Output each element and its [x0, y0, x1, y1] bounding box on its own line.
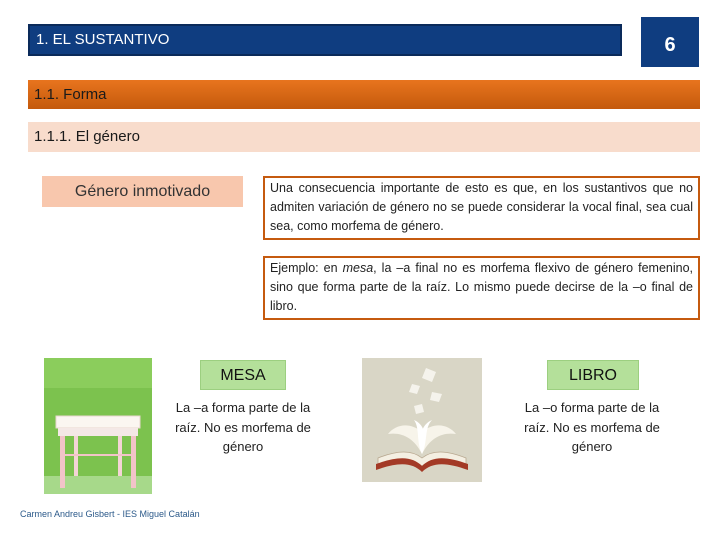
- author-footer: Carmen Andreu Gisbert - IES Miguel Catalán: [20, 509, 200, 519]
- mesa-description: La –a forma parte de la raíz. No es morfema de género: [175, 400, 311, 454]
- word-label-libro: LIBRO: [547, 360, 639, 390]
- section-heading: 1.1. Forma: [28, 80, 700, 109]
- topic-label: Género inmotivado: [42, 176, 243, 207]
- paragraph-example: [263, 256, 700, 320]
- example-text-start: Ejemplo: en: [270, 261, 343, 275]
- example-text-end: , la –a final no es morfema flexivo de género femenino, sino que forma parte de la raíz. Lo mismo puede decirse de la –o final de libro.: [270, 261, 694, 313]
- example-word-emphasis: mesa: [342, 261, 374, 275]
- header-bar: [28, 24, 622, 56]
- header-title: 1. EL SUSTANTIVO: [36, 31, 170, 48]
- paragraph-consequence: Una consecuencia importante de esto es que, en los sustantivos que no admiten variación de género no se puede considerar la vocal final, sea cual sea, como morfema de género.: [263, 176, 700, 240]
- open-book-illustration: [362, 358, 482, 482]
- table-photo: [44, 358, 152, 494]
- page-number: 6: [641, 17, 699, 67]
- word-label-mesa: MESA: [200, 360, 286, 390]
- subsection-heading: 1.1.1. El género: [28, 122, 700, 152]
- libro-description: La –o forma parte de la raíz. No es morfema de género: [524, 400, 660, 454]
